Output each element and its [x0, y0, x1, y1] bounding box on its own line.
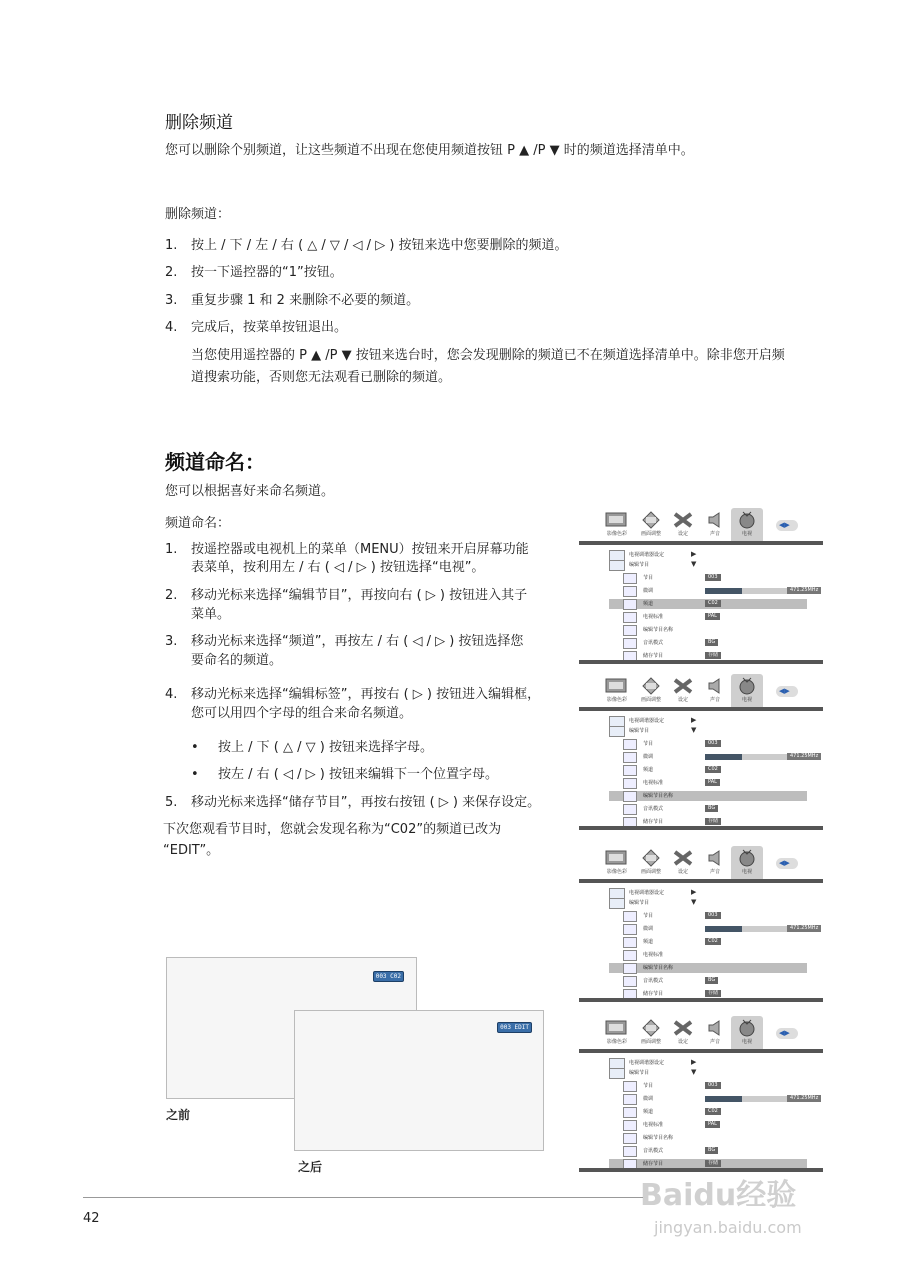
row-finetune: 微调 471.25MHz — [609, 752, 807, 762]
group-edit: 编辑节目 ▼ — [587, 560, 737, 570]
picture-icon — [603, 1018, 631, 1038]
tv-menu-2 — [579, 674, 823, 830]
group-edit: 编辑节目 ▼ — [587, 726, 737, 736]
rename-step-5-num: 5. — [165, 795, 178, 810]
menu-tab-bar — [579, 508, 823, 541]
rename-bullet-2: 按左 / 右 ( ◁ / ▷ ) 按钮来编辑下一个位置字母。 — [218, 767, 498, 782]
nav-arrows-icon: ◀▶ — [776, 1028, 798, 1039]
picture-icon — [603, 510, 631, 530]
row-edit-name: 编辑节目名称 — [609, 625, 807, 635]
row-channel: 频道 C02 — [609, 937, 807, 947]
finetune-icon — [623, 752, 637, 763]
menu-tab-bar — [579, 674, 823, 707]
group-tuner: 电视调谐器设定 ▶ — [587, 716, 737, 726]
tab-label-tv: 电视 — [741, 869, 752, 875]
channel-icon — [623, 599, 637, 610]
rename-step-4-line2: 您可以用四个字母的组合来命名频道。 — [191, 706, 413, 721]
tab-label-screen: 画面调整 — [640, 869, 661, 875]
tv-menu-4 — [579, 1016, 823, 1172]
sound-icon — [701, 848, 729, 868]
rename-closing-line1: 下次您观看节目时，您就会发现名称为“C02”的频道已改为 — [163, 822, 502, 837]
menu-divider — [579, 541, 823, 545]
settings-tools-icon — [669, 848, 697, 868]
group-tuner: 电视调谐器设定 ▶ — [587, 888, 737, 898]
menu-bottom-line — [579, 998, 823, 1002]
delete-step-2: 按一下遥控器的“1”按钮。 — [191, 265, 343, 280]
row-program: 节目 003 — [609, 573, 807, 583]
channel-icon — [623, 1107, 637, 1118]
group-tuner: 电视调谐器设定 ▶ — [587, 550, 737, 560]
menu-divider — [579, 879, 823, 883]
row-store: 储存节目 存储 — [609, 651, 807, 661]
screen-adjust-icon — [637, 848, 665, 868]
rename-step-1-line1: 按遥控器或电视机上的菜单（MENU）按钮来开启屏幕功能 — [191, 542, 529, 557]
tab-label-screen: 画面调整 — [640, 1039, 661, 1045]
edit-name-icon — [623, 1133, 637, 1144]
finetune-icon — [623, 1094, 637, 1105]
audio-icon — [623, 976, 637, 987]
osd-after-screen — [294, 1010, 544, 1151]
tab-label-sound: 声音 — [709, 869, 720, 875]
rename-step-2-num: 2. — [165, 588, 178, 603]
screen-adjust-icon — [637, 510, 665, 530]
osd-before-badge: 003 C02 — [373, 971, 404, 982]
picture-icon — [603, 848, 631, 868]
rename-step-4-line1: 移动光标来选择“编辑标签”，再按右 ( ▷ ) 按钮进入编辑框， — [191, 687, 541, 702]
arrow-right-icon: ▶ — [691, 550, 697, 558]
program-icon — [623, 739, 637, 750]
rename-step-1-line2: 表菜单，按利用左 / 右 ( ◁ / ▷ ) 按钮选择“电视”。 — [191, 560, 485, 575]
rename-closing-line2: “EDIT”。 — [163, 843, 220, 858]
rename-section-title: 频道命名： — [165, 450, 265, 474]
rename-step-5: 移动光标来选择“储存节目”，再按右按钮 ( ▷ ) 来保存设定。 — [191, 795, 541, 810]
delete-step-1: 按上 / 下 / 左 / 右 ( △ / ▽ / ◁ / ▷ ) 按钮来选中您要删除的频道。 — [191, 238, 568, 253]
bullet-dot-1: • — [191, 740, 199, 755]
row-program: 节目 003 — [609, 1081, 807, 1091]
rename-step-2-line1: 移动光标来选择“编辑节目”，再按向右 ( ▷ ) 按钮进入其子 — [191, 588, 528, 603]
delete-step-4: 完成后，按菜单按钮退出。 — [191, 320, 348, 335]
row-audio: 音讯模式 BG — [609, 976, 807, 986]
audio-icon — [623, 804, 637, 815]
sound-icon — [701, 1018, 729, 1038]
rename-step-1-num: 1. — [165, 542, 178, 557]
group-edit: 编辑节目 ▼ — [587, 1068, 737, 1078]
group-edit: 编辑节目 ▼ — [587, 898, 737, 908]
nav-arrows-icon: ◀▶ — [776, 858, 798, 869]
tab-label-setup: 设定 — [677, 697, 688, 703]
edit-name-icon — [623, 791, 637, 802]
delete-section-title: 删除频道 — [165, 113, 233, 133]
tab-label-setup: 设定 — [677, 869, 688, 875]
settings-tools-icon — [669, 1018, 697, 1038]
tab-label-picture: 影像色彩 — [606, 531, 627, 537]
row-channel: 频道 C02 — [609, 1107, 807, 1117]
program-icon — [623, 1081, 637, 1092]
row-edit-name: 编辑节目名称 — [609, 791, 807, 801]
rename-step-3-line1: 移动光标来选择“频道”，再按左 / 右 ( ◁ / ▷ ) 按钮选择您 — [191, 634, 524, 649]
bullet-dot-2: • — [191, 767, 199, 782]
delete-step-4-num: 4. — [165, 320, 178, 335]
row-finetune: 微调 471.25MHz — [609, 1094, 807, 1104]
row-store: 储存节目 存储 — [609, 1159, 807, 1169]
tab-label-picture: 影像色彩 — [606, 697, 627, 703]
row-channel: 频道 C02 — [609, 765, 807, 775]
arrow-down-icon: ▼ — [691, 726, 697, 734]
row-channel: 频道 C02 — [609, 599, 807, 609]
row-standard: 电视标准 PAL — [609, 1120, 807, 1130]
rename-step-4-num: 4. — [165, 687, 178, 702]
row-standard: 电视标准 PAL — [609, 778, 807, 788]
delete-step-1-num: 1. — [165, 238, 178, 253]
tv-icon — [733, 848, 761, 868]
program-icon — [623, 911, 637, 922]
menu-tab-bar — [579, 1016, 823, 1049]
row-edit-name: 编辑节目名称 — [609, 1133, 807, 1143]
arrow-down-icon: ▼ — [691, 898, 697, 906]
edit-icon — [609, 560, 625, 571]
watermark-url: jingyan.baidu.com — [654, 1218, 802, 1237]
delete-intro: 您可以删除个别频道，让这些频道不出现在您使用频道按钮 P ▲ /P ▼ 时的频道选择清单中。 — [165, 143, 694, 158]
screen-adjust-icon — [637, 1018, 665, 1038]
row-audio: 音讯模式 BG — [609, 638, 807, 648]
arrow-right-icon: ▶ — [691, 888, 697, 896]
standard-icon — [623, 612, 637, 623]
group-tuner: 电视调谐器设定 ▶ — [587, 1058, 737, 1068]
tab-label-picture: 影像色彩 — [606, 869, 627, 875]
tv-icon — [733, 1018, 761, 1038]
row-audio: 音讯模式 BG — [609, 804, 807, 814]
rename-step-3-line2: 要命名的频道。 — [191, 653, 283, 668]
rename-intro: 您可以根据喜好来命名频道。 — [165, 484, 335, 499]
menu-bottom-line — [579, 826, 823, 830]
tv-menu-3 — [579, 846, 823, 1002]
row-standard: 电视标准 — [609, 950, 807, 960]
osd-before-caption: 之前 — [166, 1108, 191, 1122]
rename-step-2-line2: 菜单。 — [191, 607, 231, 622]
menu-bottom-line — [579, 660, 823, 664]
edit-name-icon — [623, 625, 637, 636]
edit-name-icon — [623, 963, 637, 974]
row-program: 节目 003 — [609, 739, 807, 749]
row-standard: 电视标准 PAL — [609, 612, 807, 622]
row-edit-name: 编辑节目名称 — [609, 963, 807, 973]
sound-icon — [701, 676, 729, 696]
screen-adjust-icon — [637, 676, 665, 696]
rename-bullet-1: 按上 / 下 ( △ / ▽ ) 按钮来选择字母。 — [218, 740, 433, 755]
delete-subtitle: 删除频道： — [165, 207, 231, 222]
tab-label-tv: 电视 — [741, 697, 752, 703]
row-store: 储存节目 存储 — [609, 989, 807, 999]
rename-step-3-num: 3. — [165, 634, 178, 649]
standard-icon — [623, 950, 637, 961]
row-finetune: 微调 471.25MHz — [609, 924, 807, 934]
finetune-icon — [623, 586, 637, 597]
tab-label-picture: 影像色彩 — [606, 1039, 627, 1045]
program-icon — [623, 573, 637, 584]
sound-icon — [701, 510, 729, 530]
row-audio: 音讯模式 BG — [609, 1146, 807, 1156]
tab-label-screen: 画面调整 — [640, 531, 661, 537]
standard-icon — [623, 778, 637, 789]
channel-icon — [623, 765, 637, 776]
tab-label-setup: 设定 — [677, 531, 688, 537]
settings-tools-icon — [669, 676, 697, 696]
tab-label-sound: 声音 — [709, 531, 720, 537]
standard-icon — [623, 1120, 637, 1131]
tab-label-tv: 电视 — [741, 531, 752, 537]
delete-step-2-num: 2. — [165, 265, 178, 280]
menu-divider — [579, 1049, 823, 1053]
audio-icon — [623, 1146, 637, 1157]
arrow-right-icon: ▶ — [691, 716, 697, 724]
tab-label-tv: 电视 — [741, 1039, 752, 1045]
delete-step-3-num: 3. — [165, 293, 178, 308]
page-number: 42 — [83, 1211, 100, 1226]
row-finetune: 微调 471.25MHz — [609, 586, 807, 596]
edit-icon — [609, 726, 625, 737]
tab-label-screen: 画面调整 — [640, 697, 661, 703]
rename-subtitle: 频道命名： — [165, 516, 231, 531]
arrow-down-icon: ▼ — [691, 560, 697, 568]
nav-arrows-icon: ◀▶ — [776, 686, 798, 697]
tab-label-setup: 设定 — [677, 1039, 688, 1045]
menu-tab-bar — [579, 846, 823, 879]
osd-after-badge: 003 EDIT — [497, 1022, 532, 1033]
audio-icon — [623, 638, 637, 649]
tv-icon — [733, 510, 761, 530]
watermark-logo: Baidu经验 — [640, 1178, 797, 1213]
tv-icon — [733, 676, 761, 696]
tab-label-sound: 声音 — [709, 1039, 720, 1045]
osd-after-caption: 之后 — [298, 1160, 323, 1174]
tv-menu-1 — [579, 508, 823, 664]
footer-rule — [83, 1197, 643, 1198]
finetune-icon — [623, 924, 637, 935]
delete-note-line2: 道搜索功能，否则您无法观看已删除的频道。 — [191, 370, 452, 385]
edit-icon — [609, 898, 625, 909]
delete-step-3: 重复步骤 1 和 2 来删除不必要的频道。 — [191, 293, 420, 308]
row-program: 节目 003 — [609, 911, 807, 921]
delete-note-line1: 当您使用遥控器的 P ▲ /P ▼ 按钮来选台时，您会发现删除的频道已不在频道选择清单中。除非您开启频 — [191, 348, 785, 363]
menu-divider — [579, 707, 823, 711]
settings-tools-icon — [669, 510, 697, 530]
channel-icon — [623, 937, 637, 948]
picture-icon — [603, 676, 631, 696]
tab-label-sound: 声音 — [709, 697, 720, 703]
edit-icon — [609, 1068, 625, 1079]
row-store: 储存节目 存储 — [609, 817, 807, 827]
arrow-right-icon: ▶ — [691, 1058, 697, 1066]
arrow-down-icon: ▼ — [691, 1068, 697, 1076]
nav-arrows-icon: ◀▶ — [776, 520, 798, 531]
